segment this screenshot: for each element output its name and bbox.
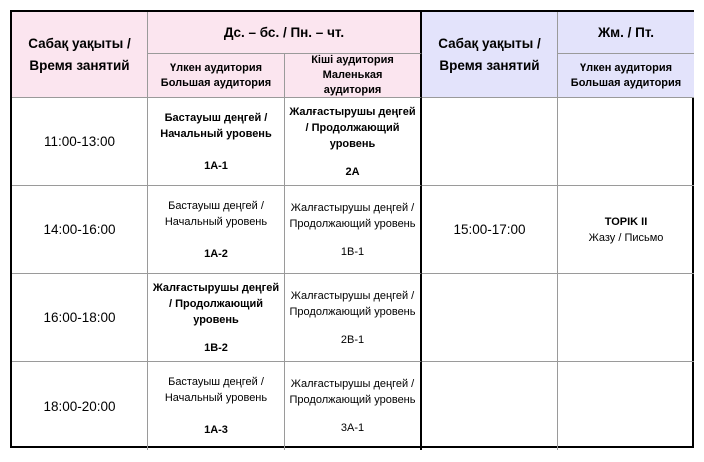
friday-time-column-header-label: Сабақ уақыты / Время занятий xyxy=(438,35,541,73)
class-code: 1B-2 xyxy=(204,341,228,354)
weekdays-header-label: Дс. – бс. / Пн. – чт. xyxy=(223,25,345,40)
friday-session-time: 15:00-17:00 xyxy=(453,222,526,237)
class-cell-large xyxy=(148,98,285,186)
class-cell-small xyxy=(285,186,422,274)
class-code: 1A-3 xyxy=(204,424,228,436)
class-code: 2A xyxy=(345,165,360,178)
friday-time-cell xyxy=(422,186,558,274)
friday-class-cell-empty xyxy=(558,98,694,186)
schedule-table xyxy=(10,10,694,448)
exam-subject: Жазу / Письмо xyxy=(588,231,664,244)
class-level: Жалғастырушы деңгей / Продолжающий уровень xyxy=(289,105,416,150)
friday-class-cell-empty xyxy=(558,362,694,450)
weekdays-header xyxy=(148,12,422,54)
friday-class-cell-empty xyxy=(558,274,694,362)
friday-header xyxy=(558,12,694,54)
class-level: Жалғастырушы деңгей / Продолжающий уровень xyxy=(289,201,416,230)
session-time: 18:00-20:00 xyxy=(43,398,116,414)
friday-time-cell-empty xyxy=(422,274,558,362)
table-row-time xyxy=(12,362,148,450)
class-code: 1B-1 xyxy=(340,245,365,258)
table-row-time xyxy=(12,186,148,274)
table-row-time xyxy=(12,274,148,362)
class-level: Бастауыш деңгей / Начальный уровень xyxy=(160,111,272,140)
small-room-header xyxy=(285,54,422,98)
class-level: Бастауыш деңгей / Начальный уровень xyxy=(164,376,268,404)
small-room-header-label: Кіші аудитория Маленькая аудитория xyxy=(311,54,394,96)
class-code: 2B-1 xyxy=(340,333,365,346)
class-level: Жалғастырушы деңгей / Продолжающий уровень xyxy=(289,289,416,318)
class-cell-small xyxy=(285,274,422,362)
class-level: Жалғастырушы деңгей / Продолжающий уровень xyxy=(289,378,416,406)
session-time: 11:00-13:00 xyxy=(43,134,116,149)
class-level: Бастауыш деңгей / Начальный уровень xyxy=(164,199,268,228)
exam-name: TOPIK II xyxy=(604,215,648,228)
friday-time-column-header xyxy=(422,12,558,98)
class-code: 1A-2 xyxy=(204,247,228,260)
class-cell-large xyxy=(148,362,285,450)
time-column-header xyxy=(12,12,148,98)
large-room-header xyxy=(148,54,285,98)
table-row-time xyxy=(12,98,148,186)
friday-header-label: Жм. / Пт. xyxy=(597,25,655,40)
time-column-header-label: Сабақ уақыты / Время занятий xyxy=(28,35,131,73)
class-cell-large xyxy=(148,274,285,362)
friday-room-header-label: Үлкен аудитория Большая аудитория xyxy=(570,61,682,89)
session-time: 16:00-18:00 xyxy=(43,310,116,325)
friday-time-cell-empty xyxy=(422,98,558,186)
friday-time-cell-empty xyxy=(422,362,558,450)
class-level: Жалғастырушы деңгей / Продолжающий уровень xyxy=(152,281,280,326)
class-code: 3A-1 xyxy=(340,422,365,434)
large-room-header-label: Үлкен аудитория Большая аудитория xyxy=(160,61,272,89)
class-cell-small xyxy=(285,98,422,186)
friday-exam-cell xyxy=(558,186,694,274)
class-code: 1A-1 xyxy=(204,159,228,172)
class-cell-large xyxy=(148,186,285,274)
session-time: 14:00-16:00 xyxy=(43,222,116,237)
class-cell-small xyxy=(285,362,422,450)
friday-room-header xyxy=(558,54,694,98)
